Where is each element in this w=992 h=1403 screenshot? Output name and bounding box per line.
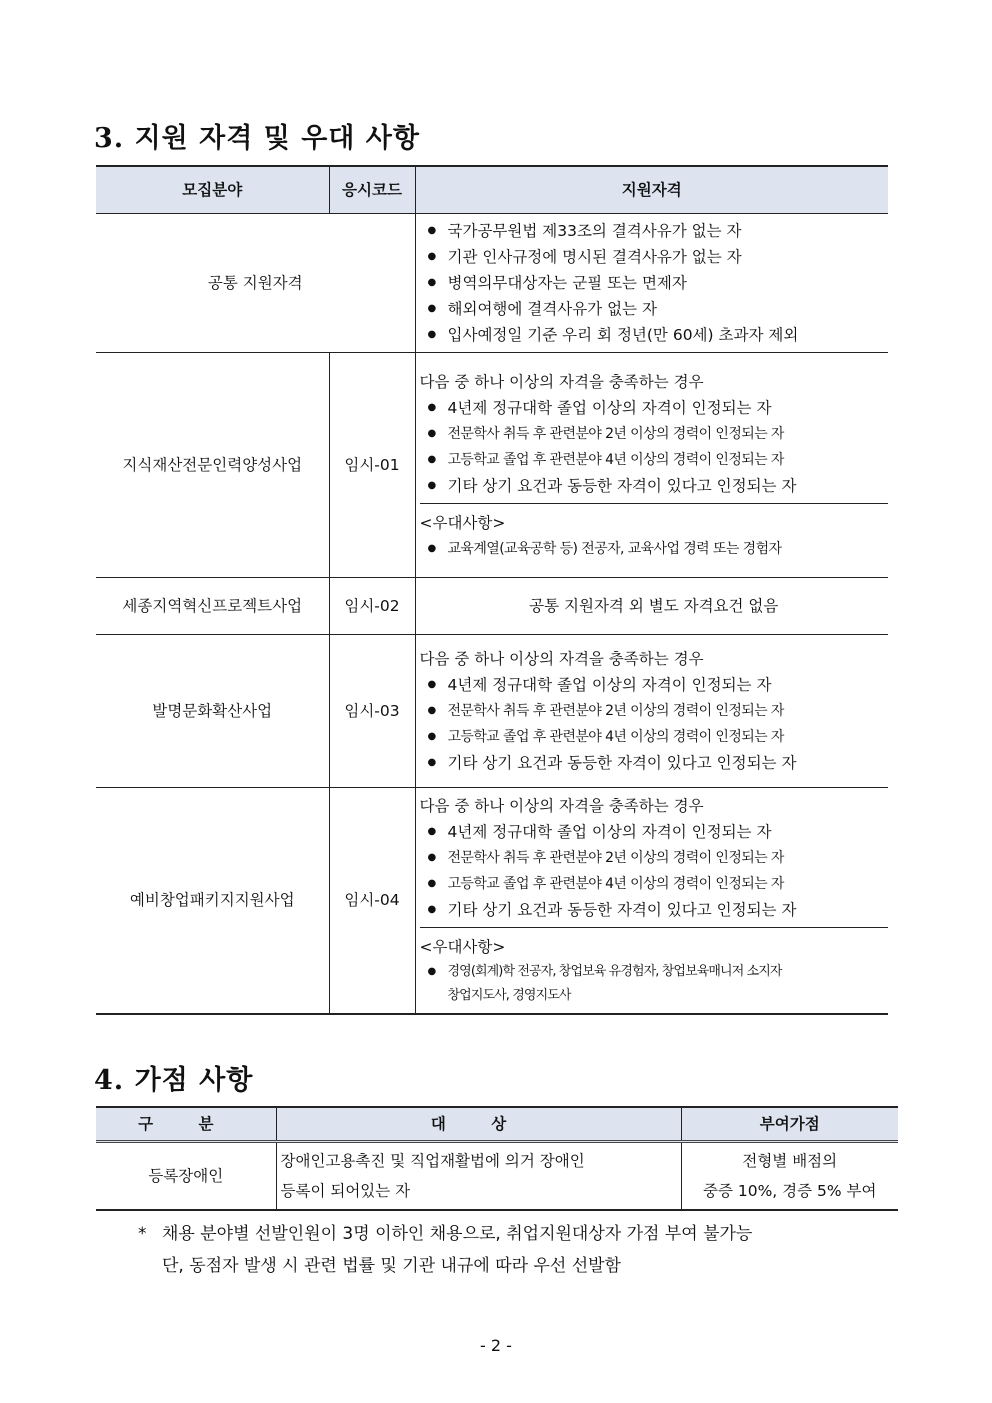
section-3-title: 3. 지원 자격 및 우대 사항 (94, 123, 420, 154)
bonus-points-line: 중증 10%, 경증 5% 부여 (702, 1182, 877, 1200)
bonus-points (681, 1142, 898, 1211)
preference-title: <우대사항> (419, 937, 506, 956)
header-qualification: 지원자격 (415, 166, 888, 214)
bonus-points-table (96, 1106, 898, 1211)
header-points: 부여가점 (681, 1107, 898, 1142)
qualification-cell (415, 788, 888, 1014)
field-name: 발명문화확산사업 (96, 635, 329, 788)
qualification-header-row (96, 166, 888, 214)
list-item: ● 교육계열(교육공학 등) 전공자, 교육사업 경력 또는 경험자 (420, 536, 889, 562)
bonus-target-line: 등록이 되어있는 자 (280, 1182, 411, 1200)
exam-code: 임시-01 (329, 353, 415, 578)
footnote-line: 단, 동점자 발생 시 관련 법률 및 기관 내규에 따라 우선 선발함 (162, 1256, 621, 1276)
table-row-common (96, 214, 888, 353)
header-code: 응시코드 (329, 166, 415, 214)
field-name: 예비창업패키지지원사업 (96, 788, 329, 1014)
list-item: ● 입사예정일 기준 우리 회 정년(만 60세) 초과자 제외 (420, 322, 889, 348)
footnote (138, 1218, 752, 1282)
list-item: ● 전문학사 취득 후 관련분야 2년 이상의 경력이 인정되는 자 (420, 845, 889, 871)
list-item: ● 고등학교 졸업 후 관련분야 4년 이상의 경력이 인정되는 자 (420, 724, 889, 750)
list-item: ● 기타 상기 요건과 동등한 자격이 있다고 인정되는 자 (420, 750, 889, 776)
list-item: ● 기관 인사규정에 명시된 결격사유가 없는 자 (420, 244, 889, 270)
qualification-table (96, 165, 888, 1015)
page-number: - 2 - (480, 1336, 512, 1355)
list-item: ● 병역의무대상자는 군필 또는 면제자 (420, 270, 889, 296)
field-name: 지식재산전문인력양성사업 (96, 353, 329, 578)
list-item: ● 경영(회계)학 전공자, 창업보육 유경험자, 창업보육매니저 소지자 (420, 960, 889, 984)
preference-title: <우대사항> (419, 513, 506, 532)
list-item: ● 전문학사 취득 후 관련분야 2년 이상의 경력이 인정되는 자 (420, 698, 889, 724)
qualification-cell: 공통 지원자격 외 별도 자격요건 없음 (415, 578, 888, 635)
list-item-continued: 창업지도사, 경영지도사 (447, 987, 571, 1003)
table-row-bonus (96, 1142, 898, 1211)
qualification-common (415, 214, 888, 353)
preference-block (420, 927, 889, 1008)
list-item: ● 고등학교 졸업 후 관련분야 4년 이상의 경력이 인정되는 자 (420, 447, 889, 473)
section-4-title: 4. 가점 사항 (94, 1065, 254, 1096)
qualification-cell (415, 353, 888, 578)
list-item: ● 해외여행에 결격사유가 없는 자 (420, 296, 889, 322)
table-row-04 (96, 788, 888, 1014)
footnote-marker: * (138, 1224, 147, 1244)
bonus-target-line: 장애인고용촉진 및 직업재활법에 의거 장애인 (280, 1152, 585, 1170)
list-item: ● 고등학교 졸업 후 관련분야 4년 이상의 경력이 인정되는 자 (420, 871, 889, 897)
field-name: 세종지역혁신프로젝트사업 (96, 578, 329, 635)
footnote-line: 채용 분야별 선발인원이 3명 이하인 채용으로, 취업지원대상자 가점 부여 불가능 (162, 1224, 753, 1244)
bonus-category: 등록장애인 (96, 1142, 276, 1211)
qualification-lead: 다음 중 하나 이상의 자격을 충족하는 경우 (419, 650, 704, 668)
header-target: 대 상 (276, 1107, 681, 1142)
exam-code: 임시-03 (329, 635, 415, 788)
exam-code: 임시-04 (329, 788, 415, 1014)
qualification-lead: 다음 중 하나 이상의 자격을 충족하는 경우 (419, 372, 704, 391)
list-item: ● 4년제 정규대학 졸업 이상의 자격이 인정되는 자 (420, 672, 889, 698)
table-row-03 (96, 635, 888, 788)
table-row-02 (96, 578, 888, 635)
qualification-cell (415, 635, 888, 788)
list-item: ● 4년제 정규대학 졸업 이상의 자격이 인정되는 자 (420, 395, 889, 421)
list-item: ● 국가공무원법 제33조의 결격사유가 없는 자 (420, 218, 889, 244)
list-item: ● 기타 상기 요건과 동등한 자격이 있다고 인정되는 자 (420, 897, 889, 923)
bonus-header-row (96, 1107, 898, 1142)
bonus-points-line: 전형별 배점의 (742, 1152, 838, 1170)
preference-block (420, 503, 889, 562)
table-row-01 (96, 353, 888, 578)
header-category: 구 분 (96, 1107, 276, 1142)
list-item: ● 4년제 정규대학 졸업 이상의 자격이 인정되는 자 (420, 819, 889, 845)
header-field: 모집분야 (96, 166, 329, 214)
field-common: 공통 지원자격 (96, 214, 415, 353)
qualification-lead: 다음 중 하나 이상의 자격을 충족하는 경우 (419, 796, 704, 815)
exam-code: 임시-02 (329, 578, 415, 635)
list-item: ● 기타 상기 요건과 동등한 자격이 있다고 인정되는 자 (420, 473, 889, 499)
list-item: ● 전문학사 취득 후 관련분야 2년 이상의 경력이 인정되는 자 (420, 421, 889, 447)
bonus-target (276, 1142, 681, 1211)
